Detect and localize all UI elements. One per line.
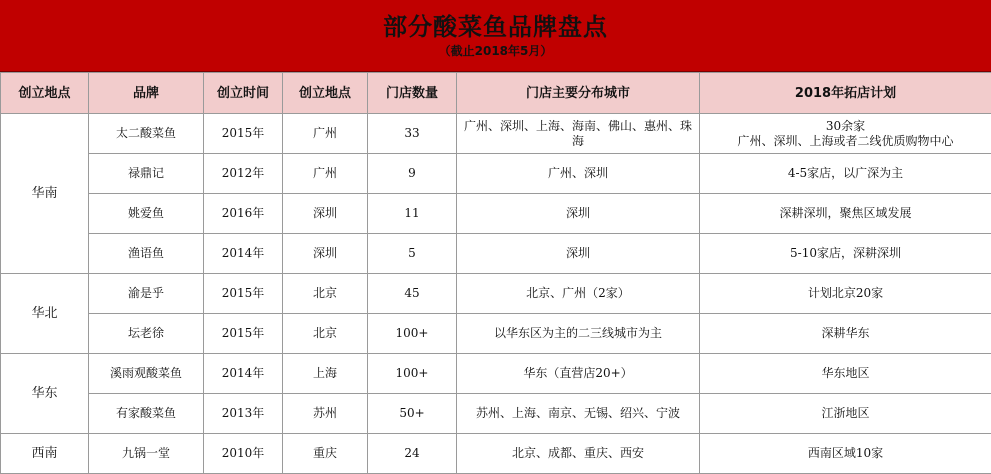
stores-cell: 11 [368, 194, 457, 234]
brand-cell: 太二酸菜鱼 [89, 114, 204, 154]
table-row [1, 114, 991, 154]
table-title: 部分酸菜鱼品牌盘点 [0, 0, 991, 40]
city-cell: 深圳 [283, 194, 368, 234]
stores-cell: 50+ [368, 394, 457, 434]
brand-cell: 有家酸菜鱼 [89, 394, 204, 434]
city-cell: 广州 [283, 114, 368, 154]
table-row [1, 354, 991, 394]
stores-cell: 9 [368, 154, 457, 194]
distribution-cell: 北京、广州（2家） [457, 274, 700, 314]
brand-cell: 渝是乎 [89, 274, 204, 314]
table-row [1, 434, 991, 474]
plan-cell: 计划北京20家 [700, 274, 991, 314]
distribution-cell: 广州、深圳、上海、海南、佛山、惠州、珠海 [457, 114, 700, 154]
plan-cell: 江浙地区 [700, 394, 991, 434]
table-row [1, 274, 991, 314]
brand-cell: 九锅一堂 [89, 434, 204, 474]
table-body [1, 114, 991, 474]
distribution-cell: 以华东区为主的二三线城市为主 [457, 314, 700, 354]
year-cell: 2013年 [204, 394, 283, 434]
region-cell: 华北 [1, 274, 89, 354]
region-cell: 华南 [1, 114, 89, 274]
table-row [1, 394, 991, 434]
city-cell: 北京 [283, 274, 368, 314]
brand-cell: 姚爱鱼 [89, 194, 204, 234]
year-cell: 2015年 [204, 274, 283, 314]
stores-cell: 24 [368, 434, 457, 474]
city-cell: 重庆 [283, 434, 368, 474]
city-cell: 北京 [283, 314, 368, 354]
year-cell: 2012年 [204, 154, 283, 194]
plan-cell: 30余家 广州、深圳、上海或者二线优质购物中心 [700, 114, 991, 154]
year-cell: 2015年 [204, 314, 283, 354]
table-row [1, 234, 991, 274]
region-cell: 华东 [1, 354, 89, 434]
distribution-cell: 苏州、上海、南京、无锡、绍兴、宁波 [457, 394, 700, 434]
table-subtitle: （截止2018年5月） [0, 44, 991, 58]
plan-cell: 5-10家店，深耕深圳 [700, 234, 991, 274]
plan-cell: 4-5家店，以广深为主 [700, 154, 991, 194]
year-cell: 2014年 [204, 234, 283, 274]
header-row [1, 73, 991, 114]
header-stores: 门店数量 [368, 73, 457, 114]
year-cell: 2010年 [204, 434, 283, 474]
stores-cell: 5 [368, 234, 457, 274]
brand-cell: 渔语鱼 [89, 234, 204, 274]
city-cell: 上海 [283, 354, 368, 394]
brand-cell: 溪雨观酸菜鱼 [89, 354, 204, 394]
brand-cell: 禄鼎记 [89, 154, 204, 194]
header-plan: 2018年拓店计划 [700, 73, 991, 114]
plan-cell: 西南区域10家 [700, 434, 991, 474]
distribution-cell: 华东（直营店20+） [457, 354, 700, 394]
distribution-cell: 北京、成都、重庆、西安 [457, 434, 700, 474]
stores-cell: 45 [368, 274, 457, 314]
distribution-cell: 深圳 [457, 234, 700, 274]
distribution-cell: 广州、深圳 [457, 154, 700, 194]
stores-cell: 100+ [368, 314, 457, 354]
header-region: 创立地点 [1, 73, 89, 114]
header-distribution: 门店主要分布城市 [457, 73, 700, 114]
header-year: 创立时间 [204, 73, 283, 114]
brand-table [0, 72, 991, 474]
title-banner [0, 0, 991, 72]
table-row [1, 314, 991, 354]
table-row [1, 154, 991, 194]
city-cell: 苏州 [283, 394, 368, 434]
plan-cell: 深耕深圳，聚焦区域发展 [700, 194, 991, 234]
city-cell: 深圳 [283, 234, 368, 274]
header-city: 创立地点 [283, 73, 368, 114]
stores-cell: 33 [368, 114, 457, 154]
plan-cell: 深耕华东 [700, 314, 991, 354]
stores-cell: 100+ [368, 354, 457, 394]
city-cell: 广州 [283, 154, 368, 194]
year-cell: 2015年 [204, 114, 283, 154]
year-cell: 2014年 [204, 354, 283, 394]
table-row [1, 194, 991, 234]
brand-cell: 坛老徐 [89, 314, 204, 354]
distribution-cell: 深圳 [457, 194, 700, 234]
year-cell: 2016年 [204, 194, 283, 234]
region-cell: 西南 [1, 434, 89, 474]
plan-cell: 华东地区 [700, 354, 991, 394]
header-brand: 品牌 [89, 73, 204, 114]
